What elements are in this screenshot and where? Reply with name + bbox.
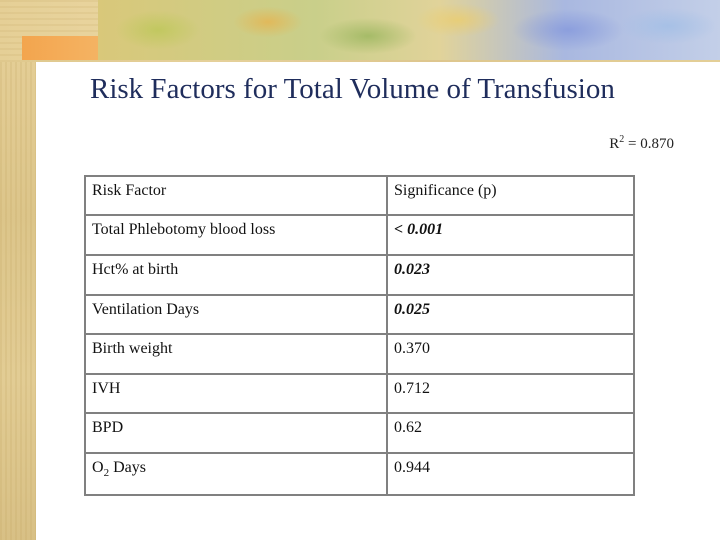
header-significance: Significance (p)	[387, 177, 633, 215]
o2-subscript: 2	[103, 467, 110, 480]
risk-factor-table	[84, 175, 635, 496]
risk-factor-cell: IVH	[86, 374, 387, 414]
p-value-cell: 0.370	[387, 334, 633, 374]
table-row	[86, 453, 633, 494]
p-value-cell: < 0.001	[387, 215, 633, 255]
table-row	[86, 334, 633, 374]
table-row	[86, 255, 633, 295]
risk-factor-cell: Hct% at birth	[86, 255, 387, 295]
header-risk-factor: Risk Factor	[86, 177, 387, 215]
decorative-parchment-left	[0, 0, 36, 540]
table-row	[86, 215, 633, 255]
o2-rest: Days	[109, 458, 146, 476]
slide-title: Risk Factors for Total Volume of Transfusion	[90, 73, 615, 105]
table-header-row	[86, 177, 633, 215]
risk-factor-cell	[86, 453, 387, 494]
r2-symbol: R	[609, 136, 620, 152]
risk-factor-cell: Birth weight	[86, 334, 387, 374]
p-value-cell: 0.62	[387, 413, 633, 453]
risk-factor-cell: BPD	[86, 413, 387, 453]
p-value-cell: 0.944	[387, 453, 633, 494]
table-row	[86, 295, 633, 335]
risk-factor-table-grid	[86, 177, 633, 494]
risk-factor-cell: Total Phlebotomy blood loss	[86, 215, 387, 255]
r-squared-label	[609, 134, 674, 153]
p-value-cell: 0.023	[387, 255, 633, 295]
p-value-cell: 0.025	[387, 295, 633, 335]
p-value-cell: 0.712	[387, 374, 633, 414]
r2-exponent: 2	[619, 134, 625, 145]
decorative-leaf-image	[98, 0, 720, 60]
risk-factor-cell: Ventilation Days	[86, 295, 387, 335]
table-row	[86, 413, 633, 453]
r2-value: = 0.870	[628, 136, 674, 152]
table-row	[86, 374, 633, 414]
o2-main: O	[92, 458, 104, 476]
